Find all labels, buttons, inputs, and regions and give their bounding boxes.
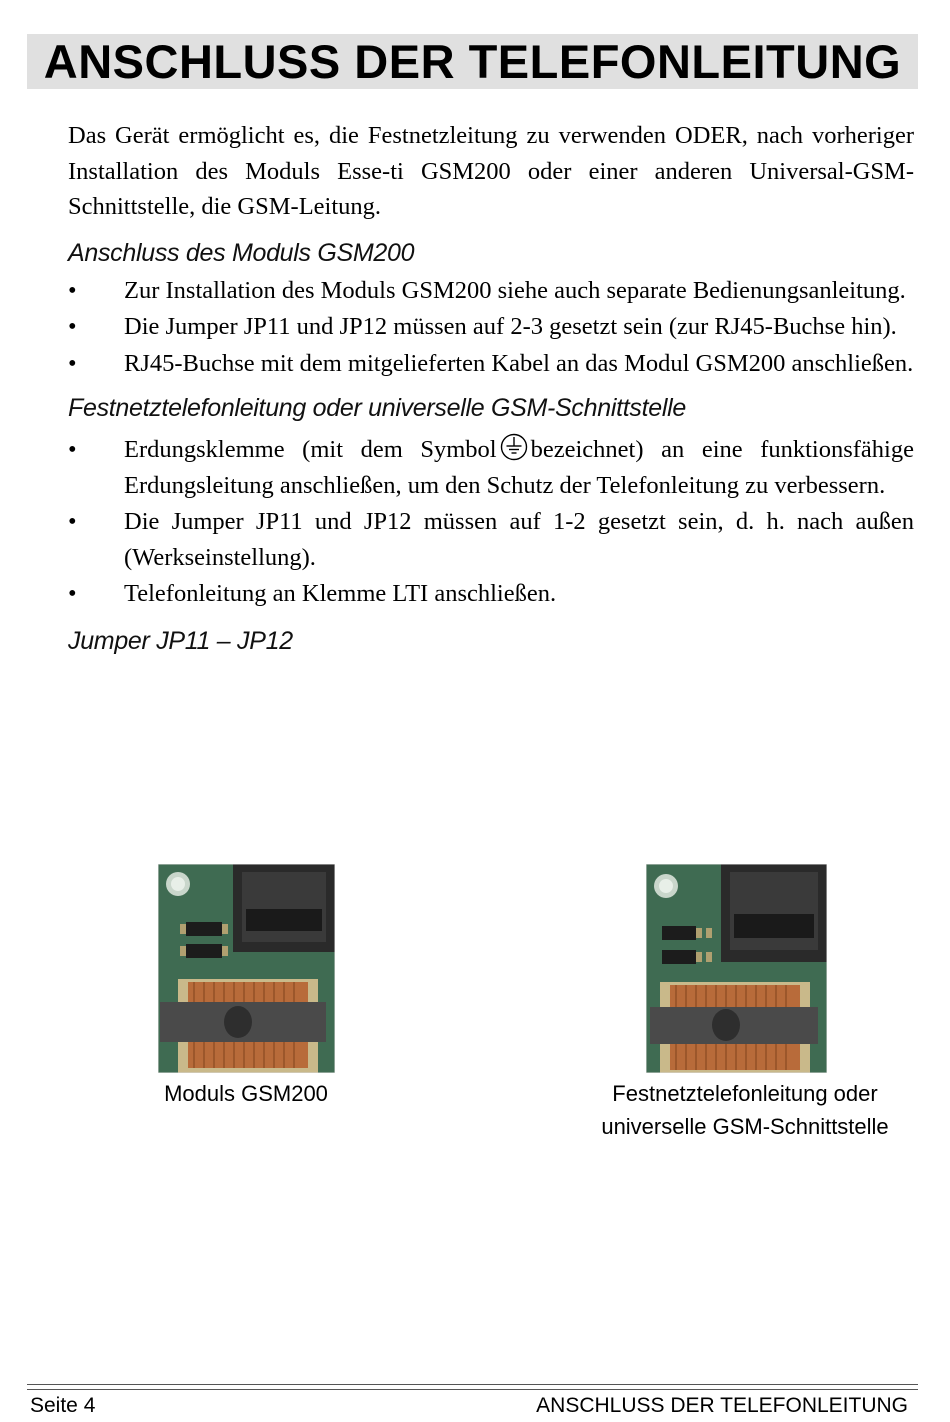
section2-heading: Festnetztelefonleitung oder universelle GSM-Schnittstelle: [68, 394, 686, 423]
section3-heading: Jumper JP11 – JP12: [68, 626, 293, 655]
list-item: • Erdungsklemme (mit dem Symbol bezeichnet) an eine funktionsfähige Erdungsleitung anschließen, um den Schutz der Telefonleitung zu verbessern.: [68, 432, 914, 503]
footer-rule: [27, 1389, 918, 1390]
bullet-icon: •: [68, 436, 77, 464]
left-figure-caption: Moduls GSM200: [164, 1081, 328, 1106]
bullet-icon: •: [68, 580, 77, 608]
bullet-icon: •: [68, 276, 77, 304]
intro-paragraph: Das Gerät ermöglicht es, die Festnetzleitung zu verwenden ODER, nach vorheriger Installation des Moduls Esse-ti GSM200 oder einer anderen Universal-GSM-Schnittstelle, die GSM-Leitung.: [68, 122, 914, 221]
list-item: • Zur Installation des Moduls GSM200 siehe auch separate Bedienungsanleitung.: [68, 273, 914, 309]
bullet-icon: •: [68, 349, 77, 377]
footer-rule: [27, 1384, 918, 1385]
content: [68, 118, 914, 656]
bullet-icon: •: [68, 508, 77, 536]
circuit-board-photo-left: [158, 864, 335, 1073]
list-item: • Telefonleitung an Klemme LTI anschließen.: [68, 576, 914, 612]
title-bar: [27, 34, 918, 89]
right-caption-line1: Festnetztelefonleitung oder: [612, 1081, 878, 1106]
footer-page-number: Seite 4: [30, 1394, 96, 1417]
circuit-board-photo-right: [646, 864, 827, 1073]
list-item: • RJ45-Buchse mit dem mitgelieferten Kabel an das Modul GSM200 anschließen.: [68, 346, 914, 382]
right-caption-line2: universelle GSM-Schnittstelle: [601, 1114, 889, 1139]
right-figure-caption: [560, 1077, 930, 1143]
bullet-icon: •: [68, 313, 77, 341]
section1-list: [68, 273, 914, 382]
section2-list: [68, 432, 914, 612]
ground-symbol-icon: [500, 433, 528, 461]
list-item: • Die Jumper JP11 und JP12 müssen auf 2-3 gesetzt sein (zur RJ45-Buchse hin).: [68, 309, 914, 345]
page-title: ANSCHLUSS DER TELEFONLEITUNG: [43, 35, 902, 88]
list-item: • Die Jumper JP11 und JP12 müssen auf 1-2 gesetzt sein, d. h. nach außen (Werkseinstellung).: [68, 504, 914, 575]
footer-section-title: ANSCHLUSS DER TELEFONLEITUNG: [536, 1394, 908, 1417]
section1-heading: Anschluss des Moduls GSM200: [68, 238, 415, 267]
